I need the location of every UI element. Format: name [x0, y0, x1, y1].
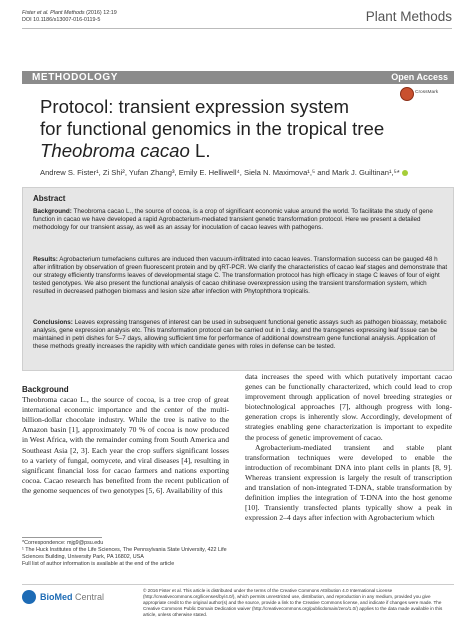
abstract-results-text: Agrobacterium tumefaciens cultures are induced then vacuum-infiltrated into cacao leaves. Transformation success can be gauged 48 h after infiltration by observation of green fluorescent protein and by qRT-PCR. We clarify the characteristics of cacao leaf stages and demonstrate that our strategy efficiently transforms leaves of developmental stage C. The transformation protocol has high efficacy in stage C leaves of four of eight tested genotypes. We also present the functional analysis of cacao chitinase overexpression using the transient transformation system, which resulted in decreased pathogen biomass and lesion size after infection with Phytophthora tropicalis. [33, 256, 448, 295]
biomed-central-logo-icon [22, 590, 36, 604]
body-column-left [22, 385, 229, 496]
license-text: © 2016 Fister et al. This article is distributed under the terms of the Creative Commons Attribution 4.0 International License (http://creativecommons.org/licenses/by/4.0/), which permits unrestricted use, distribution, and reproduction in any medium, provided you give appropriate credit to the original author(s) and the source, provide a link to the Creative Commons license, and indicate if changes were made. The Creative Commons Public Domain Dedication waiver (http://creativecommons.org/publicdomain/zero/1.0/) applies to the data made available in this article, unless otherwise stated. [143, 588, 443, 617]
citation-author: Fister et al. [22, 10, 49, 16]
citation-journal: Plant Methods [50, 10, 85, 16]
title-species-suffix: L. [189, 140, 211, 161]
right-paragraph-2: Agrobacterium-mediated transient and stable plant transformation techniques were developed to enable the introduction of recombinant DNA into plant cells in plants [8, 9]. Whereas transient expression is largely the result of transcription and translation of non-integrated T-DNA, stable transformation by definition implies the integration of T-DNA into the host genome [10]. Transiently transfected plants typically show a peak in expression 2–4 days after infection with Agrobacterium which [245, 442, 452, 523]
publisher-name [40, 592, 104, 602]
abstract-conclusions-label: Conclusions: [33, 319, 73, 326]
abstract-conclusions-text: Leaves expressing transgenes of interest can be used in subsequent functional genetic assays such as pathogen bioassay, metabolic analysis, gene expression analysis etc. This transformation protocol can be carried out in 1 day, and the transgenes expressing leaf tissue can be maintained in petri dishes for 5–7 days, allowing sufficient time for performance of additional downstream gene functional analysis. Application of these methods greatly increases the rapidity with which candidate genes with roles in defense can be tested. [33, 319, 447, 350]
abstract-results [33, 256, 448, 296]
title-line-1: Protocol: transient expression system [40, 96, 349, 117]
body-column-right [245, 372, 452, 523]
citation-header [22, 10, 117, 24]
title-line-2: for functional genomics in the tropical tree [40, 118, 385, 139]
publisher-name-light: Central [72, 592, 105, 602]
abstract-background-text: Theobroma cacao L., the source of cocoa, is a crop of significant economic value around the world. To facilitate the study of gene function in cacao we have developed a rapid Agrobacterium-mediated transient genetic transformation protocol. Here we present a detailed methodology for our transient assay, as well as an assay for inoculation of cacao leaves with pathogens. [33, 208, 433, 231]
doi-link[interactable]: DOI 10.1186/s13007-016-0119-5 [22, 17, 101, 23]
abstract-background-label: Background: [33, 208, 72, 215]
journal-name: Plant Methods [365, 9, 452, 24]
background-heading: Background [22, 385, 69, 394]
article-title [40, 96, 440, 162]
affiliation-note: ¹ The Huck Institutes of the Life Sciences, The Pennsylvania State University, 422 Life Sciences Building, University Park, PA 16802, USA [22, 547, 227, 560]
article-type-label: METHODOLOGY [32, 72, 119, 83]
header-divider [22, 28, 452, 29]
publisher-name-bold: BioMed [40, 592, 73, 602]
footnotes [22, 540, 229, 568]
authors-text: Andrew S. Fister¹, Zi Shi², Yufan Zhang³, Emily E. Helliwell⁴, Siela N. Maximova¹,⁵ and Mark J. Guiltinan¹,⁵* [40, 168, 400, 177]
abstract-heading: Abstract [33, 194, 66, 203]
footer-divider [22, 584, 454, 585]
article-type-band [22, 71, 454, 84]
right-paragraph-1: data increases the speed with which putatively important cacao genes can be functionally characterized, which could lead to crop improvement through application of novel breeding strategies or biotechnological approaches [7], although progress with long-generation crops is inherently slow. Accordingly, development of strategies enabling gene characterization is important to expedite the process of genetic improvement of cacao. [245, 372, 452, 442]
abstract-results-label: Results: [33, 256, 58, 263]
author-info-note: Full list of author information is available at the end of the article [22, 561, 175, 567]
background-paragraph: Theobroma cacao L., the source of cocoa, is a tree crop of great international economic importance and the center of the multi-billion-dollar chocolate industry. While the tree is native to the Amazon basin [1], approximately 70 % of cocoa is now produced in West Africa, with the remainder coming from South America and Southeast Asia [2, 3]. Each year the crop suffers significant losses to a variety of fungal, oomycete, and viral diseases [4], resulting in significant financial loss for cacao farmers and nations exporting cocoa. Cacao research has benefited from the recent publication of the genome sequences of two genotypes [5, 6]. Availability of this [22, 395, 229, 495]
abstract-box [22, 187, 454, 371]
open-access-badge: Open Access [391, 72, 448, 82]
title-species: Theobroma cacao [40, 140, 190, 161]
author-list [40, 168, 460, 177]
abstract-background [33, 208, 448, 232]
abstract-conclusions [33, 319, 448, 351]
orcid-icon[interactable] [402, 170, 408, 176]
crossmark-label[interactable]: CrossMark [415, 90, 439, 95]
footnote-divider [22, 537, 102, 538]
citation-volume: (2016) 12:19 [84, 10, 117, 16]
correspondence-note: *Correspondence: mjg9@psu.edu [22, 540, 104, 546]
